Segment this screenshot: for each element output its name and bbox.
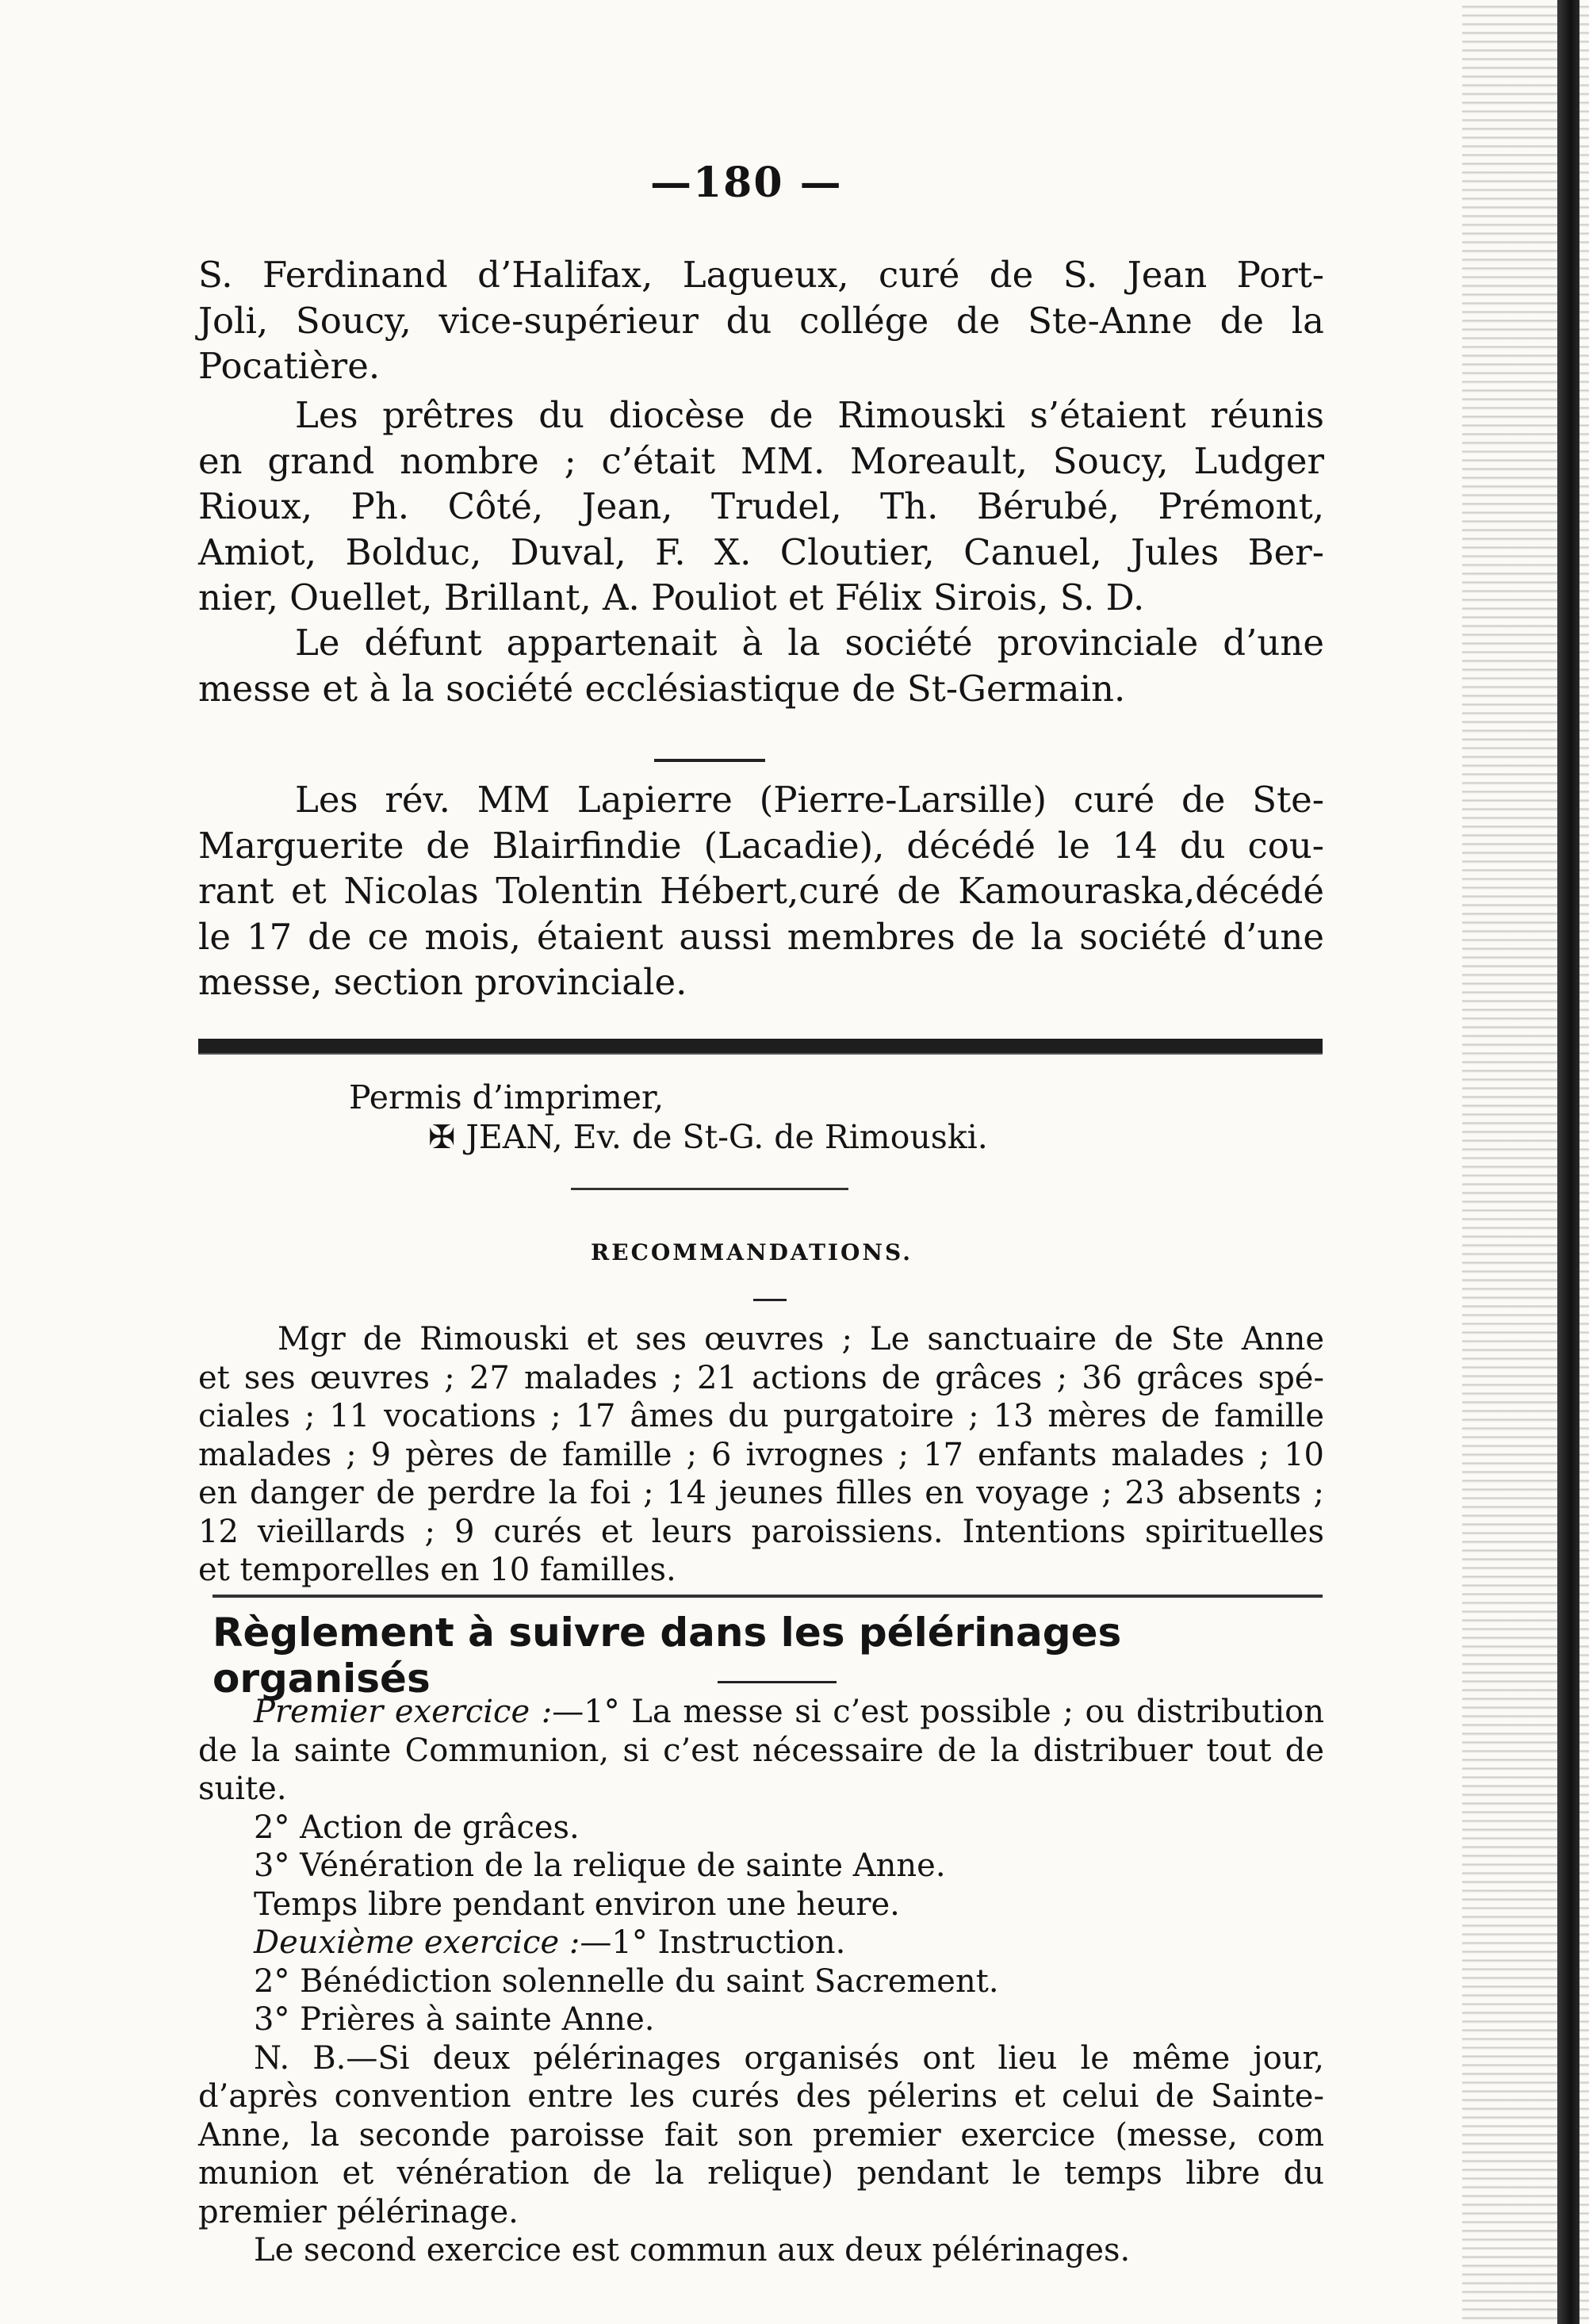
paragraph-1 <box>198 252 1324 389</box>
text-line: d’après convention entre les curés des pélerins et celui de Sainte- <box>198 2078 1324 2115</box>
imprimatur-line: Permis d’imprimer, <box>349 1078 664 1116</box>
text-line: munion et vénération de la relique) pendant le temps libre du <box>198 2155 1324 2192</box>
text-line: en grand nombre ; c’était MM. Moreault, Soucy, Ludger <box>198 439 1324 482</box>
text-line: suite. <box>198 1771 287 1807</box>
text-line: et ses œuvres ; 27 malades ; 21 actions de grâces ; 36 grâces spé- <box>198 1359 1324 1396</box>
text-line: Joli, Soucy, vice-supérieur du collége de Ste-Anne de la <box>198 299 1324 342</box>
separator-rule <box>718 1681 837 1683</box>
text-line: 3° Prières à sainte Anne. <box>254 2001 655 2038</box>
separator-rule <box>753 1299 787 1301</box>
text-line: et temporelles en 10 familles. <box>198 1552 676 1588</box>
text-line: Temps libre pendant environ une heure. <box>254 1886 900 1923</box>
section-title-recommandations: RECOMMANDATIONS. <box>591 1239 913 1265</box>
text-line: 3° Vénération de la relique de sainte Anne. <box>254 1847 946 1884</box>
text-line: nier, Ouellet, Brillant, A. Pouliot et Félix Sirois, S. D. <box>198 576 1145 618</box>
text-line: Premier exercice :—1° La messe si c’est possible ; ou distribution <box>254 1694 1324 1730</box>
paragraph-4 <box>198 777 1324 1005</box>
text-line: premier pélérinage. <box>198 2193 519 2230</box>
text-line: Rioux, Ph. Côté, Jean, Trudel, Th. Bérubé, Prémont, <box>198 485 1324 527</box>
recommandations-body <box>198 1320 1324 1590</box>
text-line: 2° Bénédiction solennelle du saint Sacrement. <box>254 1962 999 2000</box>
text-line: Les rév. MM Lapierre (Pierre-Larsille) curé de Ste- <box>295 779 1324 821</box>
text-line: Marguerite de Blairfindie (Lacadie), décédé le 14 du cou- <box>198 824 1324 867</box>
text-line: Les prêtres du diocèse de Rimouski s’étaient réunis <box>295 394 1324 436</box>
text-line: ciales ; 11 vocations ; 17 âmes du purgatoire ; 13 mères de famille <box>198 1398 1324 1434</box>
imprimatur-signature: ✠ JEAN, Ev. de St-G. de Rimouski. <box>428 1118 988 1156</box>
label-premier-exercice: Premier exercice : <box>254 1694 553 1730</box>
reglement-body <box>198 1693 1324 2270</box>
text-line: messe, section provinciale. <box>198 961 687 1003</box>
section-title-reglement: Règlement à suivre dans les pélérinages organisés <box>213 1610 1122 1702</box>
text-line: Mgr de Rimouski et ses œuvres ; Le sanctuaire de Ste Anne <box>278 1321 1324 1357</box>
text-line: de la sainte Communion, si c’est nécessaire de la distribuer tout de <box>198 1732 1324 1769</box>
text-line: S. Ferdinand d’Halifax, Lagueux, curé de S. Jean Port- <box>198 254 1324 296</box>
thick-divider <box>198 1039 1323 1053</box>
page-number: —180 — <box>650 159 843 207</box>
text-line: Le défunt appartenait à la société provinciale d’une <box>295 622 1324 664</box>
paragraph-2 <box>198 392 1324 621</box>
binding-edge-shadow <box>1557 0 1579 2324</box>
text-line: 2° Action de grâces. <box>254 1809 580 1846</box>
separator-rule <box>571 1188 848 1190</box>
label-deuxieme-exercice: Deuxième exercice : <box>254 1924 580 1961</box>
text-line: Anne, la seconde paroisse fait son premier exercice (messe, com <box>198 2116 1324 2154</box>
text-line: le 17 de ce mois, étaient aussi membres de la société d’une <box>198 915 1324 958</box>
text-line: N. B.—Si deux pélérinages organisés ont lieu le même jour, <box>254 2039 1324 2077</box>
text-line: rant et Nicolas Tolentin Hébert,curé de Kamouraska,décédé <box>198 870 1324 912</box>
section-divider <box>213 1595 1323 1598</box>
separator-rule <box>654 759 765 762</box>
text-line: Deuxième exercice :—1° Instruction. <box>254 1924 846 1961</box>
text-line: messe et à la société ecclésiastique de St-Germain. <box>198 667 1126 710</box>
document-page <box>198 0 1324 2324</box>
text-line: Pocatière. <box>198 345 381 387</box>
paragraph-3 <box>198 620 1324 711</box>
text-line: malades ; 9 pères de famille ; 6 ivrognes ; 17 enfants malades ; 10 <box>198 1436 1324 1473</box>
text-line: Le second exercice est commun aux deux pélérinages. <box>254 2232 1131 2268</box>
text-line: en danger de perdre la foi ; 14 jeunes filles en voyage ; 23 absents ; <box>198 1475 1324 1511</box>
text-line: Amiot, Bolduc, Duval, F. X. Cloutier, Canuel, Jules Ber- <box>198 530 1324 573</box>
text-line: 12 vieillards ; 9 curés et leurs paroissiens. Intentions spirituelles <box>198 1513 1324 1550</box>
